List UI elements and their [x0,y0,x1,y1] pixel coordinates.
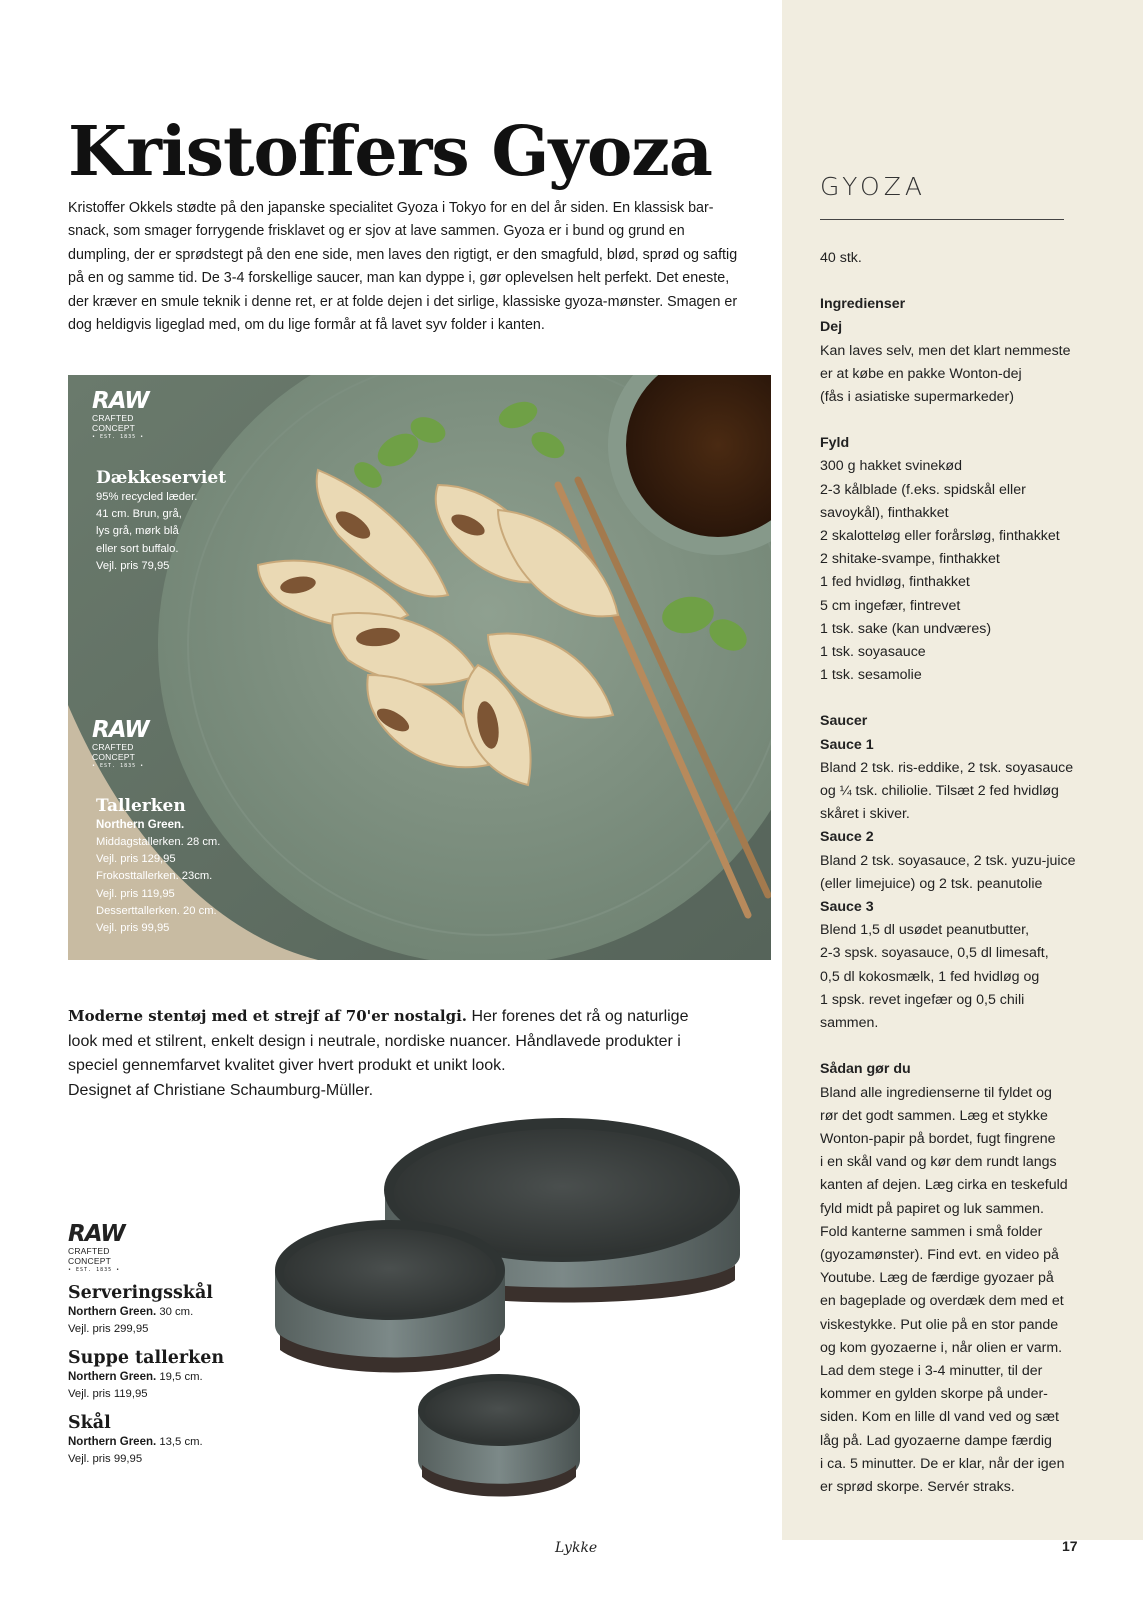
plate-line: Middagstallerken. 28 cm. [96,836,221,848]
placemat-title: Dækkeserviet [96,468,227,488]
sauce3-line: sammen. [820,1015,879,1032]
method-line: Wonton-papir på bordet, fugt fingrene [820,1130,1056,1147]
product-title: Suppe tallerken [68,1348,225,1368]
method-line: fyld midt på papiret og luk sammen. [820,1200,1044,1217]
product-variant: Northern Green. [68,1371,157,1383]
product-title: Skål [68,1413,111,1433]
dough-line: er at købe en pakke Wonton-dej [820,365,1022,382]
plate-line: Vejl. pris 129,95 [96,853,176,866]
method-line: kanten af dejen. Læg cirka en teskefuld [820,1177,1068,1194]
method-line: Fold kanterne sammen i små folder [820,1223,1043,1240]
filling-line: 2-3 kålblade (f.eks. spidskål eller [820,481,1026,498]
sauce2-heading: Sauce 2 [820,829,874,846]
sauce3-line: 1 spsk. revet ingefær og 0,5 chili [820,991,1025,1008]
filling-line: 2 shitake-svampe, finthakket [820,551,1000,568]
raw-logo-text: RAW [92,388,149,414]
method-line: en bageplade og overdæk dem med et [820,1293,1064,1310]
sauce3-line: Blend 1,5 dl usødet peanutbutter, [820,922,1030,939]
method-line: låg på. Lad gyozaerne dampe færdig [820,1432,1052,1449]
plate-line: Vejl. pris 99,95 [96,922,170,935]
plate-label [96,795,220,937]
dough-heading: Dej [820,319,843,336]
sauce3-heading: Sauce 3 [820,899,874,916]
method-heading: Sådan gør du [820,1061,911,1078]
description-body: Her forenes det rå og naturlige look med et stilrent, enkelt design i neutrale, nordiske nuancer. Håndlavede produkter i speciel gennemfarvet kvalitet giver hvert produkt et unikt look. [68,1008,689,1074]
method-line: og kom gyozaerne i, når olien er varm. [820,1339,1063,1356]
filling-heading: Fyld [820,435,850,452]
placemat-line: eller sort buffalo. [96,542,179,555]
dough-line: (fås i asiatiske supermarkeder) [820,389,1014,406]
sauce2-line: (eller limejuice) og 2 tsk. peanutolie [820,875,1043,892]
sauce1-line: skåret i skiver. [820,806,910,823]
raw-logo-text: RAW [92,717,149,743]
intro-paragraph: Kristoffer Okkels stødte på den japanske specialitet Gyoza i Tokyo for en del år siden. En klassisk bar-snack, som smager forrygende frisklavet og er sjov at lave sammen. Gyoza er i bund og grund en dumpling, der er sprødstegt på den ene side, men laves den rigtigt, er den smagfuld, blød, sprød og saftig på en og samme tid. De 3-4 forskellige saucer, man kan dyppe i, gør oplevelsen helt perfekt. Det eneste, der kræver en smule teknik i denne ret, er at folde dejen i det sirlige, klassiske gyoza-mønster. Smagen er dog heldigvis ligeglad med, om du lige formår at få lavet syv folder i kanten. [68,200,738,334]
description-lead: Moderne stentøj med et strejf af 70'er nostalgi. [68,1007,468,1025]
sauce2-line: Bland 2 tsk. soyasauce, 2 tsk. yuzu-juice [820,852,1076,869]
raw-logo-concept: CONCEPT [92,752,135,762]
filling-line: savoykål), finthakket [820,504,949,521]
sauce3-line: 0,5 dl kokosmælk, 1 fed hvidløg og [820,968,1040,985]
recipe-divider [820,219,1064,220]
raw-brand-logo [92,389,149,441]
raw-logo-est: • EST. 1835 • [92,763,145,769]
gyoza-photo [68,375,771,960]
sauce1-line: og ¼ tsk. chiliolie. Tilsæt 2 fed hvidløg [820,783,1059,800]
page-title: Kristoffers Gyoza [68,112,712,192]
method-line: er sprød skorpe. Servér straks. [820,1478,1015,1495]
designer-credit: Designet af Christiane Schaumburg-Müller. [68,1081,374,1099]
plate-line: Desserttallerken. 20 cm. [96,904,217,917]
ingredients-heading: Ingredienser [820,296,906,313]
filling-line: 2 skalotteløg eller forårsløg, finthakket [820,528,1060,545]
plate-line: Vejl. pris 119,95 [96,887,175,900]
filling-line: 300 g hakket svinekød [820,458,962,475]
product-size: 19,5 cm. [156,1371,203,1383]
product-item [68,1282,224,1338]
product-price: Vejl. pris 99,95 [68,1453,143,1465]
sauce3-line: 2-3 spsk. soyasauce, 0,5 dl limesaft, [820,945,1049,962]
placemat-line: Vejl. pris 79,95 [96,559,170,572]
bowls-illustration [270,1105,770,1545]
product-price: Vejl. pris 299,95 [68,1323,149,1335]
recipe-body [820,247,1082,1499]
raw-logo-concept: CONCEPT [92,423,135,433]
filling-line: 1 tsk. sesamolie [820,667,922,684]
product-variant: Northern Green. [68,1436,157,1448]
raw-brand-logo [68,1222,224,1274]
product-size: 13,5 cm. [156,1436,203,1448]
raw-brand-logo [92,718,149,770]
method-line: Lad dem stege i 3-4 minutter, til der [820,1362,1043,1379]
plate-line: Frokosttallerken. 23cm. [96,870,213,883]
recipe-heading: GYOZA [820,172,926,201]
method-line: kommer en gylden skorpe på under- [820,1386,1048,1403]
raw-logo-crafted: CRAFTED [68,1246,110,1256]
method-line: viskestykke. Put olie på en stor pande [820,1316,1059,1333]
recipe-yield: 40 stk. [820,250,862,266]
raw-logo-est: • EST. 1835 • [68,1267,121,1273]
plate-subtitle: Northern Green. [96,819,185,831]
product-size: 30 cm. [156,1306,194,1318]
placemat-label [96,467,226,575]
filling-line: 5 cm ingefær, fintrevet [820,597,961,614]
product-item [68,1412,224,1468]
placemat-line: 95% recycled læder. [96,491,198,503]
raw-logo-text: RAW [68,1221,125,1247]
product-item [68,1347,224,1403]
method-line: i ca. 5 minutter. De er klar, når der igen [820,1455,1065,1472]
method-line: i en skål vand og kør dem rundt langs [820,1154,1057,1171]
filling-line: 1 tsk. soyasauce [820,644,926,661]
method-line: Bland alle ingredienserne til fyldet og [820,1084,1052,1101]
raw-logo-crafted: CRAFTED [92,413,134,423]
method-line: (gyozamønster). Find evt. en video på [820,1246,1059,1263]
product-description [68,1004,708,1103]
page-number: 17 [1062,1538,1078,1554]
placemat-line: lys grå, mørk blå [96,525,179,538]
raw-logo-crafted: CRAFTED [92,742,134,752]
method-line: siden. Kom en lille dl vand ved og sæt [820,1409,1059,1426]
plate-title: Tallerken [96,796,186,816]
sauce1-heading: Sauce 1 [820,736,874,753]
sauces-heading: Saucer [820,713,868,730]
filling-line: 1 fed hvidløg, finthakket [820,574,970,591]
filling-line: 1 tsk. sake (kan undværes) [820,620,992,637]
product-title: Serveringsskål [68,1283,213,1303]
product-variant: Northern Green. [68,1306,157,1318]
product-price: Vejl. pris 119,95 [68,1388,148,1400]
raw-logo-concept: CONCEPT [68,1256,111,1266]
method-line: rør det godt sammen. Læg et stykke [820,1107,1048,1124]
method-line: Youtube. Læg de færdige gyozaer på [820,1270,1054,1287]
placemat-line: 41 cm. Brun, grå, [96,508,182,521]
magazine-name: Lykke [555,1540,598,1556]
dough-line: Kan laves selv, men det klart nemmeste [820,342,1071,359]
raw-logo-est: • EST. 1835 • [92,434,145,440]
sauce1-line: Bland 2 tsk. ris-eddike, 2 tsk. soyasauce [820,759,1074,776]
product-list [68,1222,224,1468]
